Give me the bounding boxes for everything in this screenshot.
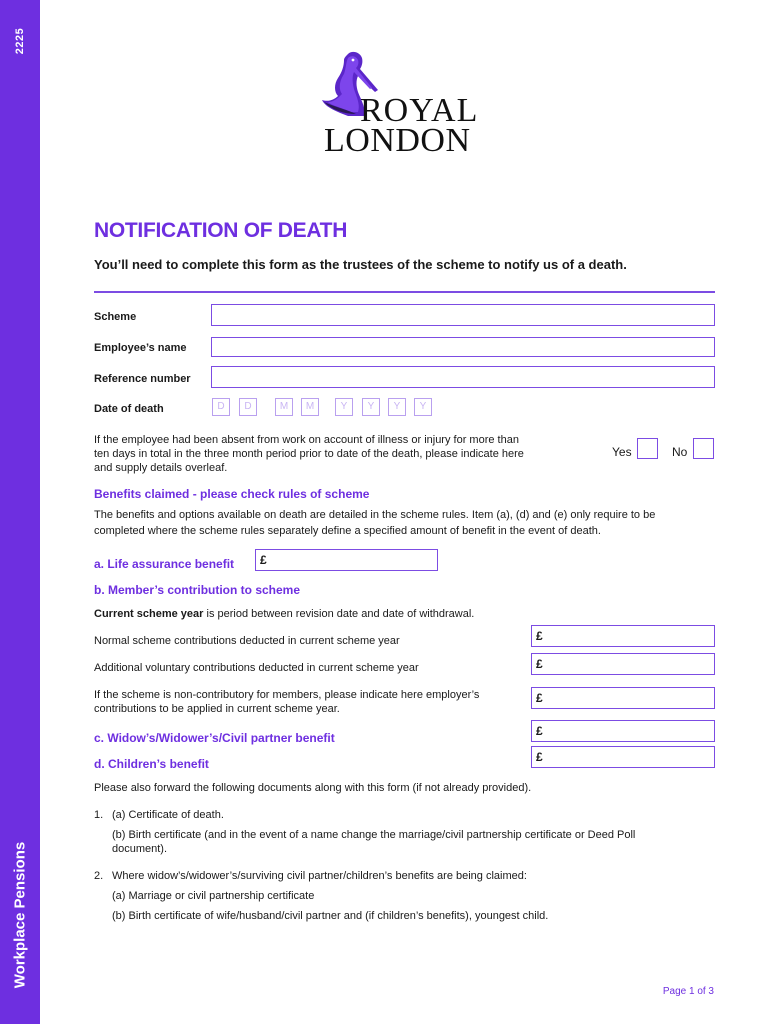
doc-item1-b: (b) Birth certificate (and in the event of a name change the marriage/civil partnership certificate or Deed Poll document).: [112, 829, 636, 855]
doc-item2-number: 2.: [94, 870, 104, 882]
yes-checkbox[interactable]: [637, 438, 658, 459]
logo-line2: LONDON: [324, 122, 471, 159]
date-year-box-4[interactable]: Y: [414, 398, 432, 416]
date-of-death-label: Date of death: [94, 403, 164, 415]
normal-contributions-field[interactable]: £: [531, 625, 715, 647]
children-benefit-label: d. Children’s benefit: [94, 757, 209, 771]
date-month-box-1[interactable]: M: [275, 398, 293, 416]
member-contribution-label: b. Member’s contribution to scheme: [94, 583, 301, 597]
reference-number-label: Reference number: [94, 373, 191, 385]
page-subtitle: You’ll need to complete this form as the trustees of the scheme to notify us of a death.: [94, 257, 627, 272]
non-contributory-note: If the scheme is non-contributory for members, please indicate here employer’s contributions to be applied in current scheme year.: [94, 689, 480, 715]
scheme-label: Scheme: [94, 311, 137, 323]
avc-label: Additional voluntary contributions deducted in current scheme year: [94, 662, 419, 674]
date-day-box-2[interactable]: D: [239, 398, 257, 416]
doc-item1-number: 1.: [94, 809, 104, 821]
life-assurance-field[interactable]: £: [255, 549, 438, 571]
children-benefit-field[interactable]: £: [531, 746, 715, 768]
reference-number-field[interactable]: [211, 366, 715, 388]
page-number: Page 1 of 3: [662, 986, 714, 997]
avc-field[interactable]: £: [531, 653, 715, 675]
absence-question: If the employee had been absent from work on account of illness or injury for more than ten days in total in the three month period prior to date of the death, please indicate here and supply details overleaf.: [94, 434, 524, 474]
yes-label: Yes: [612, 445, 632, 459]
page-title: NOTIFICATION OF DEATH: [94, 219, 348, 242]
no-label: No: [672, 445, 688, 459]
widow-benefit-label: c. Widow’s/Widower’s/Civil partner benefit: [94, 731, 335, 745]
employee-name-label: Employee’s name: [94, 342, 187, 354]
divider: [94, 291, 715, 293]
date-day-box-1[interactable]: D: [212, 398, 230, 416]
widow-benefit-field[interactable]: £: [531, 720, 715, 742]
normal-contributions-label: Normal scheme contributions deducted in current scheme year: [94, 635, 400, 647]
doc-item2-b: (b) Birth certificate of wife/husband/civil partner and (if children’s benefits), youngest child.: [112, 910, 549, 922]
royal-london-logo: [318, 50, 494, 158]
date-year-box-3[interactable]: Y: [388, 398, 406, 416]
logo-line1: ROYAL: [360, 92, 479, 129]
no-checkbox[interactable]: [693, 438, 714, 459]
date-year-box-2[interactable]: Y: [362, 398, 380, 416]
doc-item1-a: (a) Certificate of death.: [112, 809, 224, 821]
form-code: 2225: [14, 27, 26, 55]
current-scheme-year-note: Current scheme year is period between revision date and date of withdrawal.: [94, 608, 475, 620]
documents-intro: Please also forward the following documents along with this form (if not already provided).: [94, 782, 532, 794]
date-year-box-1[interactable]: Y: [335, 398, 353, 416]
benefits-heading: Benefits claimed - please check rules of scheme: [94, 487, 370, 501]
scheme-field[interactable]: [211, 304, 715, 326]
life-assurance-label: a. Life assurance benefit: [94, 557, 235, 571]
doc-item2: Where widow’s/widower’s/surviving civil partner/children’s benefits are being claimed:: [112, 870, 527, 882]
employee-name-field[interactable]: [211, 337, 715, 357]
benefits-intro: The benefits and options available on death are detailed in the scheme rules. Item (a), (d) and (e) only require to be completed where the scheme rules separately define a specified amount of benefit in the event of death.: [94, 509, 656, 537]
sidebar-label: Workplace Pensions: [11, 841, 29, 989]
doc-item2-a: (a) Marriage or civil partnership certificate: [112, 890, 315, 902]
employer-contributions-field[interactable]: £: [531, 687, 715, 709]
date-month-box-2[interactable]: M: [301, 398, 319, 416]
